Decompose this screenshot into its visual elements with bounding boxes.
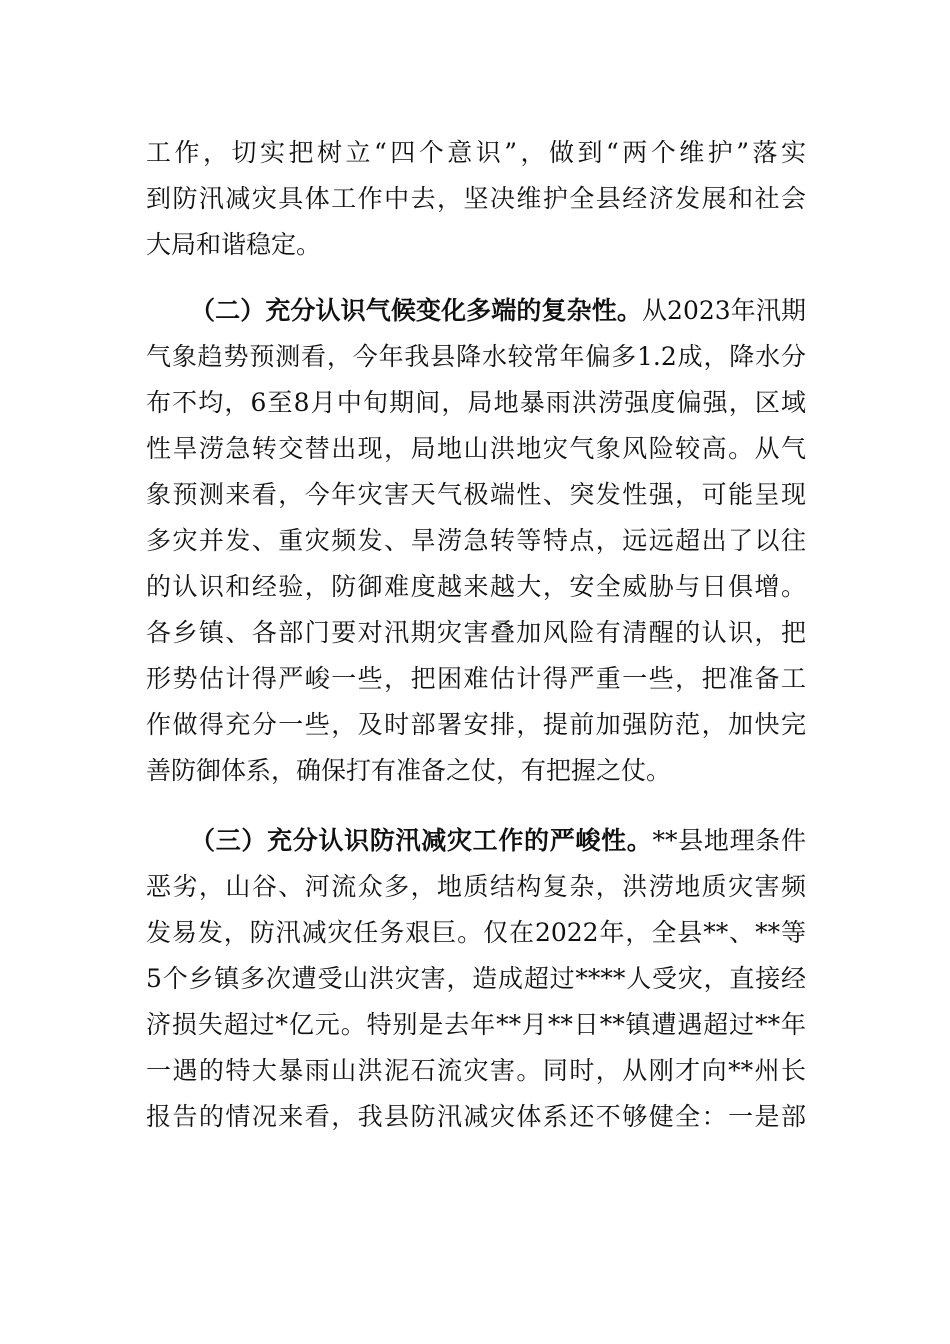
- paragraph-3-line-6: 一遇的特大暴雨山洪泥石流灾害。同时，从刚才向**州长: [146, 1056, 806, 1085]
- paragraph-3-line-1: [190, 818, 806, 864]
- paragraph-3-line-7: 报告的情况来看，我县防汛减灾体系还不够健全：一是部: [146, 1102, 806, 1131]
- paragraph-2-line-8: 各乡镇、各部门要对汛期灾害叠加风险有清醒的认识，把: [146, 618, 806, 647]
- paragraph-1-line-1: 工作，切实把树立“四个意识”，做到“两个维护”落实: [146, 138, 806, 167]
- paragraph-1-line-2: 到防汛减灾具体工作中去，坚决维护全县经济发展和社会: [146, 184, 806, 213]
- paragraph-2-line-2: 气象趋势预测看，今年我县降水较常年偏多1.2成，降水分: [146, 342, 806, 371]
- paragraph-1-line-3: 大局和谐稳定。: [146, 230, 322, 259]
- paragraph-2-line-7: 的认识和经验，防御难度越来越大，安全威胁与日俱增。: [146, 572, 806, 601]
- section-heading-3: （三）充分认识防汛减灾工作的严峻性。: [190, 826, 653, 855]
- paragraph-2-line-11: 善防御体系，确保打有准备之仗，有把握之仗。: [146, 756, 672, 785]
- paragraph-2-line-9: 形势估计得严峻一些，把困难估计得严重一些，把准备工: [146, 664, 806, 693]
- paragraph-2-line-4: 性旱涝急转交替出现，局地山洪地灾气象风险较高。从气: [146, 434, 806, 463]
- paragraph-3-line-4: 5个乡镇多次遭受山洪灾害，造成超过****人受灾，直接经: [146, 964, 806, 993]
- paragraph-2-line-10: 作做得充分一些，及时部署安排，提前加强防范，加快完: [146, 710, 806, 739]
- paragraph-2-lead-text: 从2023年汛期: [641, 296, 806, 325]
- paragraph-3-line-2: 恶劣，山谷、河流众多，地质结构复杂，洪涝地质灾害频: [146, 872, 806, 901]
- paragraph-3-lead-text: **县地理条件: [652, 826, 806, 855]
- paragraph-3-line-5: 济损失超过*亿元。特别是去年**月**日**镇遭遇超过**年: [146, 1010, 806, 1039]
- paragraph-3-line-3: 发易发，防汛减灾任务艰巨。仅在2022年，全县**、**等: [146, 918, 806, 947]
- paragraph-2-line-3: 布不均，6至8月中旬期间，局地暴雨洪涝强度偏强，区域: [146, 388, 806, 417]
- paragraph-2-line-5: 象预测来看，今年灾害天气极端性、突发性强，可能呈现: [146, 480, 806, 509]
- paragraph-2-line-1: [190, 288, 806, 334]
- section-heading-2: （二）充分认识气候变化多端的复杂性。: [190, 296, 642, 325]
- paragraph-2-line-6: 多灾并发、重灾频发、旱涝急转等特点，远远超出了以往: [146, 526, 806, 555]
